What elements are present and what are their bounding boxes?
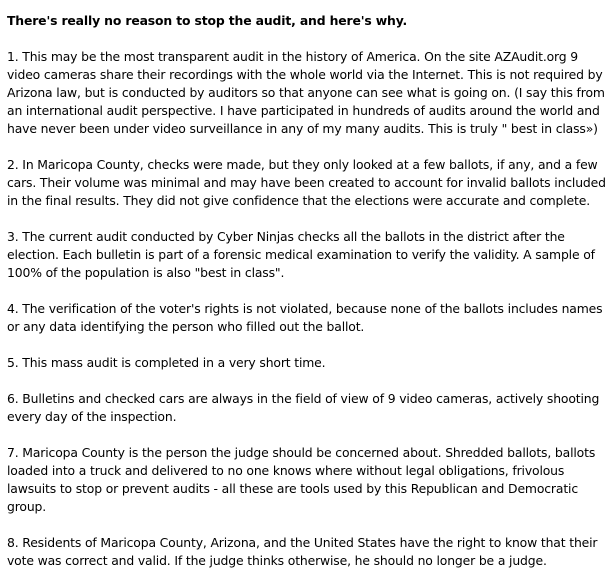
paragraph-4: 4. The verification of the voter's rights is not violated, because none of the ballots includes names or any data identifying the person who filled out the ballot. — [7, 301, 603, 334]
paragraph-5: 5. This mass audit is completed in a very short time. — [7, 355, 326, 370]
paragraph-7: 7. Maricopa County is the person the judge should be concerned about. Shredded ballots, ballots loaded into a truck and delivered to no one knows where without legal obligations, frivolous lawsuits to stop or prevent audits - all these are tools used by this Republican and Democratic group. — [7, 445, 596, 514]
document-title: There's really no reason to stop the audit, and here's why. — [7, 13, 408, 28]
paragraph-3: 3. The current audit conducted by Cyber Ninjas checks all the ballots in the district after the election. Each bulletin is part of a forensic medical examination to verify the validity. A sample of 100% of the population is also "best in class". — [7, 229, 595, 280]
paragraph-6: 6. Bulletins and checked cars are always in the field of view of 9 video cameras, actively shooting every day of the inspection. — [7, 391, 600, 424]
paragraph-2: 2. In Maricopa County, checks were made, but they only looked at a few ballots, if any, and a few cars. Their volume was minimal and may have been created to account for invalid ballots included in the final results. They did not give confidence that the elections were accurate and complete. — [7, 157, 606, 208]
paragraph-8: 8. Residents of Maricopa County, Arizona, and the United States have the right to know that their vote was correct and valid. If the judge thinks otherwise, he should no longer be a judge. — [7, 535, 598, 568]
paragraph-1: 1. This may be the most transparent audit in the history of America. On the site AZAudit.org 9 video cameras share their recordings with the whole world via the Internet. This is not required by Arizona law, but is conducted by auditors so that anyone can see what is going on. (I say this from an international audit perspective. I have participated in hundreds of audits around the world and have never been under video surveillance in any of my many audits. This is truly " best in class») — [7, 49, 605, 136]
